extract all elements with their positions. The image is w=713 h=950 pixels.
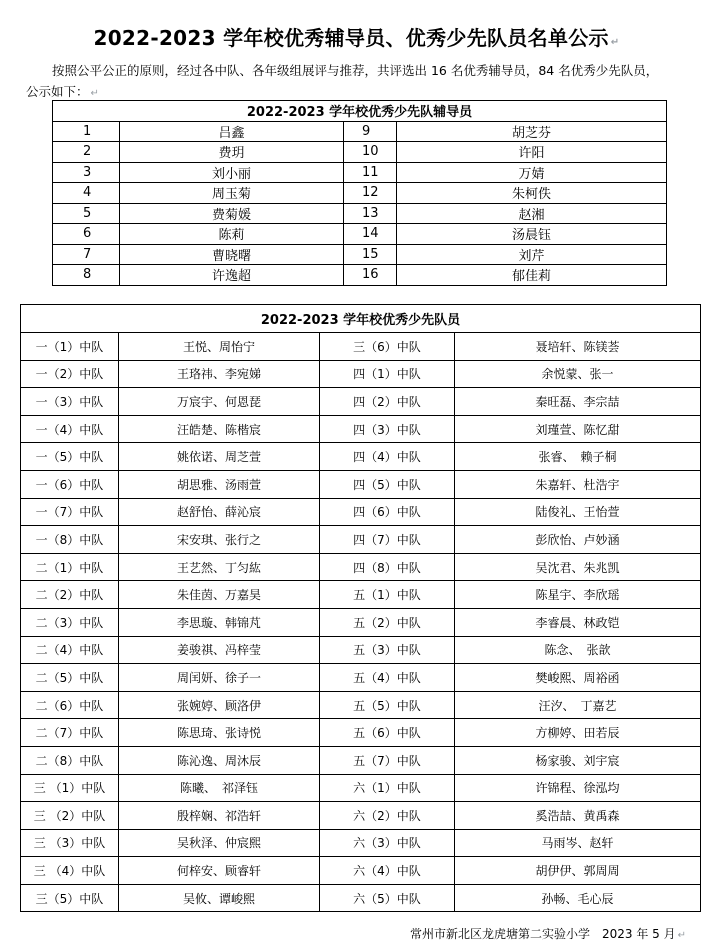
counselor-row [53,265,667,286]
student-table [20,304,701,912]
squad-name: 四（1）中队 [320,360,455,388]
counselor-number: 11 [344,162,397,183]
counselor-number: 16 [344,265,397,286]
squad-name: 一（4）中队 [21,415,119,443]
counselor-number: 1 [53,121,120,142]
student-names: 殷梓娴、祁浩轩 [119,802,320,830]
squad-name: 三（5）中队 [21,884,119,912]
student-names: 陈思琦、张诗悦 [119,719,320,747]
counselor-name: 陈莉 [120,224,344,245]
squad-name: 二（8）中队 [21,746,119,774]
student-names: 李睿晨、林政铠 [455,608,701,636]
student-names: 陈曦、 祁泽钰 [119,774,320,802]
counselor-name: 费菊媛 [120,203,344,224]
squad-name: 四（3）中队 [320,415,455,443]
squad-name: 三（6）中队 [320,333,455,361]
squad-name: 三 （1）中队 [21,774,119,802]
counselor-name: 汤晨钰 [397,224,667,245]
student-row [21,498,701,526]
counselor-name: 刘芹 [397,244,667,265]
student-row [21,774,701,802]
counselor-number: 2 [53,142,120,163]
counselor-row [53,224,667,245]
counselor-name: 许阳 [397,142,667,163]
student-row [21,802,701,830]
student-names: 吴攸、谭峻熙 [119,884,320,912]
counselor-row [53,121,667,142]
counselor-number: 5 [53,203,120,224]
squad-name: 一（1）中队 [21,333,119,361]
squad-name: 六（5）中队 [320,884,455,912]
student-names: 周闰妍、徐子一 [119,664,320,692]
student-names: 汪皓楚、陈楷宸 [119,415,320,443]
student-names: 孙畅、毛心辰 [455,884,701,912]
squad-name: 五（1）中队 [320,581,455,609]
counselor-name: 赵湘 [397,203,667,224]
counselor-number: 9 [344,121,397,142]
student-row [21,581,701,609]
counselor-table [52,100,667,286]
student-names: 余悦蒙、张一 [455,360,701,388]
counselor-name: 刘小丽 [120,162,344,183]
squad-name: 一（5）中队 [21,443,119,471]
squad-name: 二（4）中队 [21,636,119,664]
student-names: 姚依诺、周芝萱 [119,443,320,471]
squad-name: 六（4）中队 [320,857,455,885]
student-names: 陈念、 张歆 [455,636,701,664]
counselor-number: 8 [53,265,120,286]
student-names: 樊峻熙、周裕函 [455,664,701,692]
student-names: 万宸宇、何恩琵 [119,388,320,416]
student-row [21,526,701,554]
squad-name: 二（2）中队 [21,581,119,609]
counselor-row [53,203,667,224]
counselor-row [53,142,667,163]
student-names: 赵舒怡、薛沁宸 [119,498,320,526]
squad-name: 二（6）中队 [21,691,119,719]
student-names: 李思璇、韩锦芃 [119,608,320,636]
counselor-name: 周玉菊 [120,183,344,204]
counselor-row [53,244,667,265]
squad-name: 一（8）中队 [21,526,119,554]
counselor-number: 15 [344,244,397,265]
counselor-name: 费玥 [120,142,344,163]
student-names: 何梓安、顾睿轩 [119,857,320,885]
student-row [21,415,701,443]
counselor-name: 万婧 [397,162,667,183]
counselor-table-header: 2022-2023 学年校优秀少先队辅导员 [53,101,667,122]
student-names: 奚浩喆、黄禹森 [455,802,701,830]
squad-name: 六（2）中队 [320,802,455,830]
student-names: 胡思雅、汤雨萱 [119,470,320,498]
squad-name: 四（5）中队 [320,470,455,498]
student-names: 姜骏祺、冯梓莹 [119,636,320,664]
student-names: 秦旺磊、李宗喆 [455,388,701,416]
student-row [21,388,701,416]
squad-name: 三 （3）中队 [21,829,119,857]
squad-name: 二（7）中队 [21,719,119,747]
student-names: 朱嘉轩、杜浩宇 [455,470,701,498]
intro-line-2: 公示如下： ↵ [26,84,99,99]
squad-name: 六（3）中队 [320,829,455,857]
squad-name: 四（8）中队 [320,553,455,581]
student-row [21,608,701,636]
student-names: 吴沈君、朱兆凯 [455,553,701,581]
student-row [21,553,701,581]
squad-name: 二（5）中队 [21,664,119,692]
student-row [21,636,701,664]
squad-name: 五（4）中队 [320,664,455,692]
student-names: 王珞祎、李宛娣 [119,360,320,388]
student-names: 张婉婷、顾洛伊 [119,691,320,719]
counselor-name: 吕鑫 [120,121,344,142]
intro-line-1: 按照公平公正的原则，经过各中队、各年级组展评与推荐，共评选出 16 名优秀辅导员，84 名优秀少先队员， [52,63,659,78]
counselor-name: 许逸超 [120,265,344,286]
counselor-number: 6 [53,224,120,245]
squad-name: 五（6）中队 [320,719,455,747]
squad-name: 五（2）中队 [320,608,455,636]
student-names: 陆俊礼、王怡萱 [455,498,701,526]
student-names: 宋安琪、张行之 [119,526,320,554]
student-names: 吴秋泽、仲宸熙 [119,829,320,857]
counselor-name: 胡芝芬 [397,121,667,142]
student-names: 马雨岑、赵轩 [455,829,701,857]
student-names: 王悦、周怡宁 [119,333,320,361]
student-names: 汪汐、 丁嘉艺 [455,691,701,719]
student-row [21,829,701,857]
squad-name: 二（1）中队 [21,553,119,581]
squad-name: 一（6）中队 [21,470,119,498]
student-names: 刘瑾萱、陈忆甜 [455,415,701,443]
student-names: 胡伊伊、郭周周 [455,857,701,885]
squad-name: 一（2）中队 [21,360,119,388]
student-row [21,443,701,471]
student-row [21,691,701,719]
counselor-number: 13 [344,203,397,224]
counselor-number: 12 [344,183,397,204]
student-names: 王艺然、丁匀紘 [119,553,320,581]
student-names: 聂培轩、陈镁荟 [455,333,701,361]
counselor-number: 4 [53,183,120,204]
student-row [21,884,701,912]
squad-name: 五（3）中队 [320,636,455,664]
student-row [21,746,701,774]
student-row [21,664,701,692]
footer-signature: 常州市新北区龙虎塘第二实验小学 2023 年 5 月 ↵ [409,927,686,941]
student-names: 陈星宇、李欣瑶 [455,581,701,609]
student-row [21,360,701,388]
student-names: 彭欣怡、卢妙涵 [455,526,701,554]
squad-name: 四（6）中队 [320,498,455,526]
counselor-row [53,162,667,183]
squad-name: 一（7）中队 [21,498,119,526]
student-names: 许锦程、徐泓均 [455,774,701,802]
student-names: 杨家骏、刘宇宸 [455,746,701,774]
student-row [21,719,701,747]
student-names: 朱佳茵、万嘉昊 [119,581,320,609]
counselor-row [53,183,667,204]
student-table-header: 2022-2023 学年校优秀少先队员 [21,305,701,333]
page-title: 2022-2023 学年校优秀辅导员、优秀少先队员名单公示 ↵ [93,26,620,50]
squad-name: 四（7）中队 [320,526,455,554]
student-row [21,470,701,498]
student-row [21,857,701,885]
counselor-number: 3 [53,162,120,183]
student-names: 张睿、 赖子桐 [455,443,701,471]
squad-name: 四（2）中队 [320,388,455,416]
squad-name: 五（5）中队 [320,691,455,719]
squad-name: 三 （4）中队 [21,857,119,885]
squad-name: 三 （2）中队 [21,802,119,830]
squad-name: 四（4）中队 [320,443,455,471]
counselor-number: 10 [344,142,397,163]
counselor-number: 14 [344,224,397,245]
counselor-name: 朱柯佚 [397,183,667,204]
squad-name: 五（7）中队 [320,746,455,774]
squad-name: 一（3）中队 [21,388,119,416]
squad-name: 二（3）中队 [21,608,119,636]
student-names: 陈沁逸、周沐辰 [119,746,320,774]
intro-paragraph [26,60,694,104]
student-row [21,333,701,361]
counselor-number: 7 [53,244,120,265]
counselor-name: 郁佳莉 [397,265,667,286]
counselor-name: 曹晓曙 [120,244,344,265]
student-names: 方柳婷、田若辰 [455,719,701,747]
squad-name: 六（1）中队 [320,774,455,802]
